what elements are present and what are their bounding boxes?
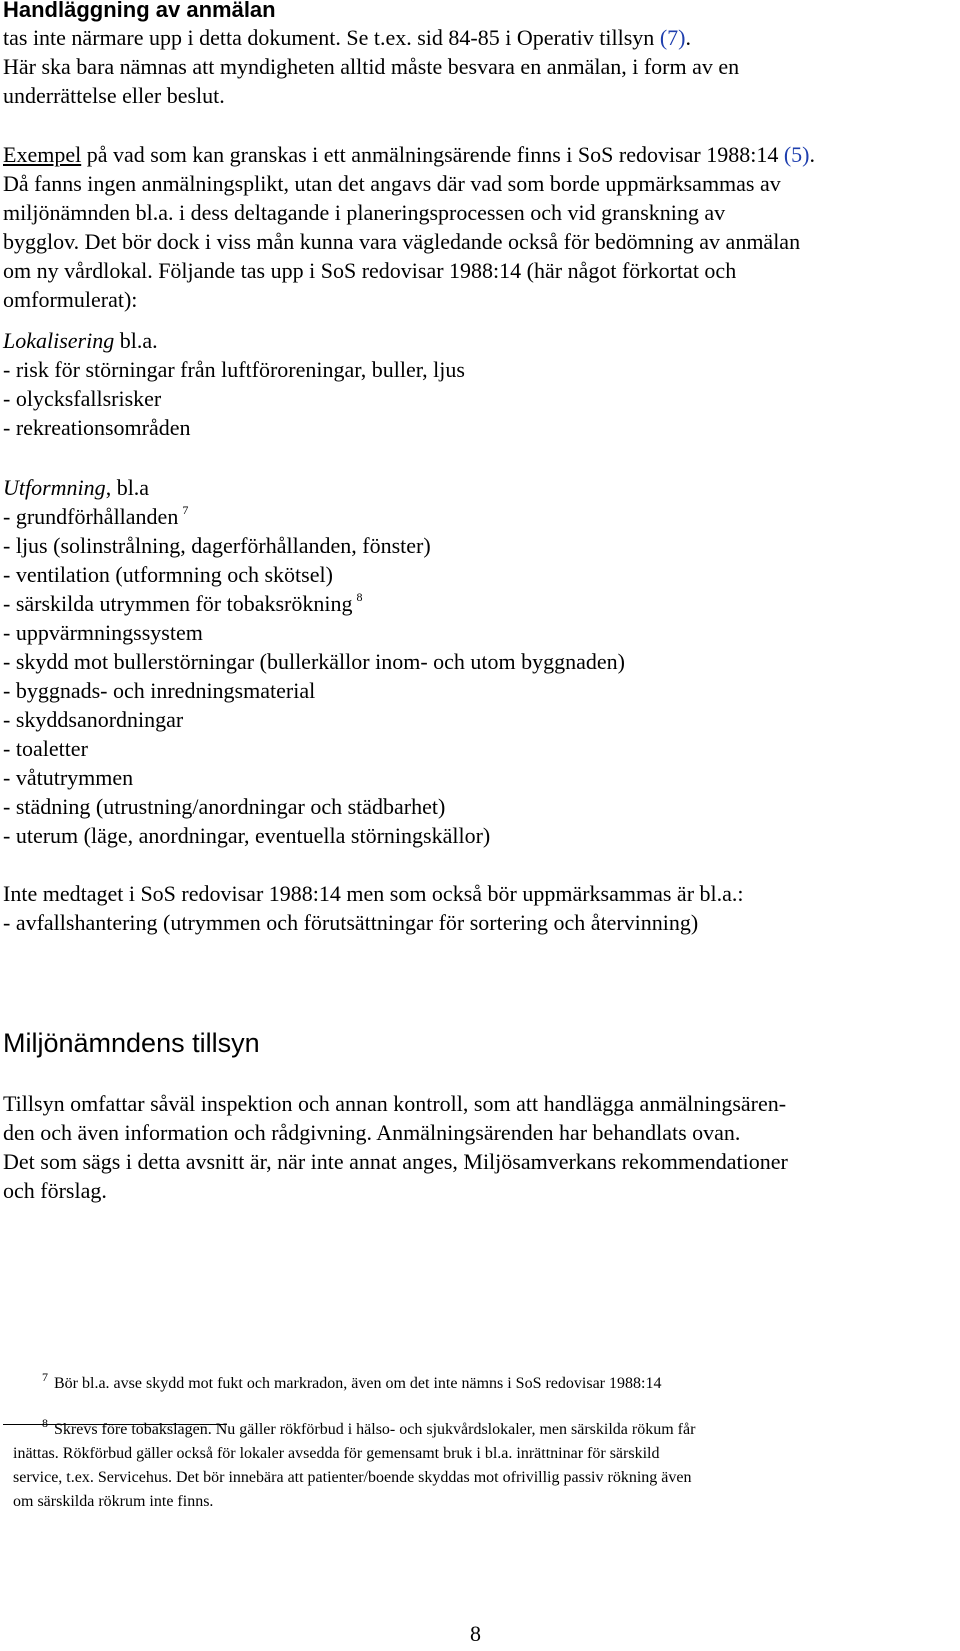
section-heading: Miljönämndens tillsyn xyxy=(3,1028,260,1058)
list-item-text: - grundförhållanden xyxy=(3,504,179,529)
footnote-text-line: inättas. Rökförbud gäller också för lokaler avsedda för gemensamt bruk i bl.a. inrättninar för särskild xyxy=(13,1445,660,1462)
list-item-text: - särskilda utrymmen för tobaksrökning xyxy=(3,591,353,616)
list-item: - toaletter xyxy=(3,736,88,761)
list-item xyxy=(3,503,188,534)
list-item: - uterum (läge, anordningar, eventuella störningskällor) xyxy=(3,823,491,848)
footnote-ref[interactable]: 7 xyxy=(182,503,189,517)
paragraph-line: Då fanns ingen anmälningsplikt, utan det angavs där vad som borde uppmärksammas av xyxy=(3,171,781,196)
text-run: tas inte närmare upp i detta dokument. Se t.ex. sid 84-85 i Operativ tillsyn xyxy=(3,25,660,50)
page-number: 8 xyxy=(470,1621,481,1646)
example-link[interactable]: Exempel xyxy=(3,142,82,167)
paragraph-line: den och även information och rådgivning. Anmälningsärenden har behandlats ovan. xyxy=(3,1120,741,1145)
footnote-7 xyxy=(42,1370,662,1394)
footnote-text: Bör bl.a. avse skydd mot fukt och markradon, även om det inte nämns i SoS redovisar 1988:14 xyxy=(54,1375,662,1392)
list-item: - skydd mot bullerstörningar (bullerkällor inom- och utom byggnaden) xyxy=(3,649,625,674)
paragraph-line: omformulerat): xyxy=(3,287,138,312)
paragraph-line: om ny vårdlokal. Följande tas upp i SoS redovisar 1988:14 (här något förkortat och xyxy=(3,258,737,283)
footnote-mark: 8 xyxy=(42,1416,48,1430)
footnote-8 xyxy=(42,1416,696,1440)
paragraph-line xyxy=(3,141,815,169)
text-run: . xyxy=(809,142,816,167)
paragraph-line: bygglov. Det bör dock i viss mån kunna vara vägledande också för bedömning av anmälan xyxy=(3,229,801,254)
reference-link[interactable]: (7) xyxy=(659,25,686,50)
section-heading: Handläggning av anmälan xyxy=(3,0,276,22)
list-item: - våtutrymmen xyxy=(3,765,134,790)
subheading-utformning xyxy=(3,474,149,502)
list-item: - risk för störningar från luftföroreningar, buller, ljus xyxy=(3,357,465,382)
subheading-rest: , bl.a xyxy=(105,475,150,500)
list-item: - byggnads- och inredningsmaterial xyxy=(3,678,316,703)
list-item xyxy=(3,590,363,621)
list-item: - rekreationsområden xyxy=(3,415,191,440)
footnote-mark: 7 xyxy=(42,1370,48,1384)
footnote-text-line: service, t.ex. Servicehus. Det bör innebära att patienter/boende skyddas mot ofrivillig passiv rökning även xyxy=(13,1469,692,1486)
paragraph-line: och förslag. xyxy=(3,1178,107,1203)
text-run: . xyxy=(685,25,691,50)
footnote-ref[interactable]: 8 xyxy=(356,590,363,604)
list-item: - olycksfallsrisker xyxy=(3,386,162,411)
list-item: - skyddsanordningar xyxy=(3,707,184,732)
paragraph-line: Inte medtaget i SoS redovisar 1988:14 men som också bör uppmärksammas är bl.a.: xyxy=(3,881,744,906)
list-item: - ljus (solinstrålning, dagerförhållanden, fönster) xyxy=(3,533,431,558)
paragraph-line: Det som sägs i detta avsnitt är, när inte annat anges, Miljösamverkans rekommendationer xyxy=(3,1149,788,1174)
list-item: - avfallshantering (utrymmen och förutsättningar för sortering och återvinning) xyxy=(3,910,699,935)
paragraph-line: underrättelse eller beslut. xyxy=(3,83,225,108)
reference-link[interactable]: (5) xyxy=(783,142,810,167)
list-item: - ventilation (utformning och skötsel) xyxy=(3,562,333,587)
paragraph-line: Här ska bara nämnas att myndigheten alltid måste besvara en anmälan, i form av en xyxy=(3,54,740,79)
subheading-rest: bl.a. xyxy=(114,328,158,353)
subheading-italic: Lokalisering xyxy=(3,328,115,353)
text-run: på vad som kan granskas i ett anmälningsärende finns i SoS redovisar 1988:14 xyxy=(81,142,784,167)
footnote-text-line: om särskilda rökrum inte finns. xyxy=(13,1493,214,1510)
paragraph-line: miljönämnden bl.a. i dess deltagande i planeringsprocessen och vid granskning av xyxy=(3,200,726,225)
subheading-lokalisering xyxy=(3,327,158,355)
paragraph-line xyxy=(3,24,691,52)
paragraph-line: Tillsyn omfattar såväl inspektion och annan kontroll, som att handlägga anmälningsären- xyxy=(3,1091,787,1116)
footnote-text: Skrevs före tobakslagen. Nu gäller rökförbud i hälso- och sjukvårdslokaler, men särskilda rökum får xyxy=(54,1421,696,1438)
list-item: - uppvärmningssystem xyxy=(3,620,203,645)
list-item: - städning (utrustning/anordningar och städbarhet) xyxy=(3,794,446,819)
subheading-italic: Utformning xyxy=(3,475,106,500)
